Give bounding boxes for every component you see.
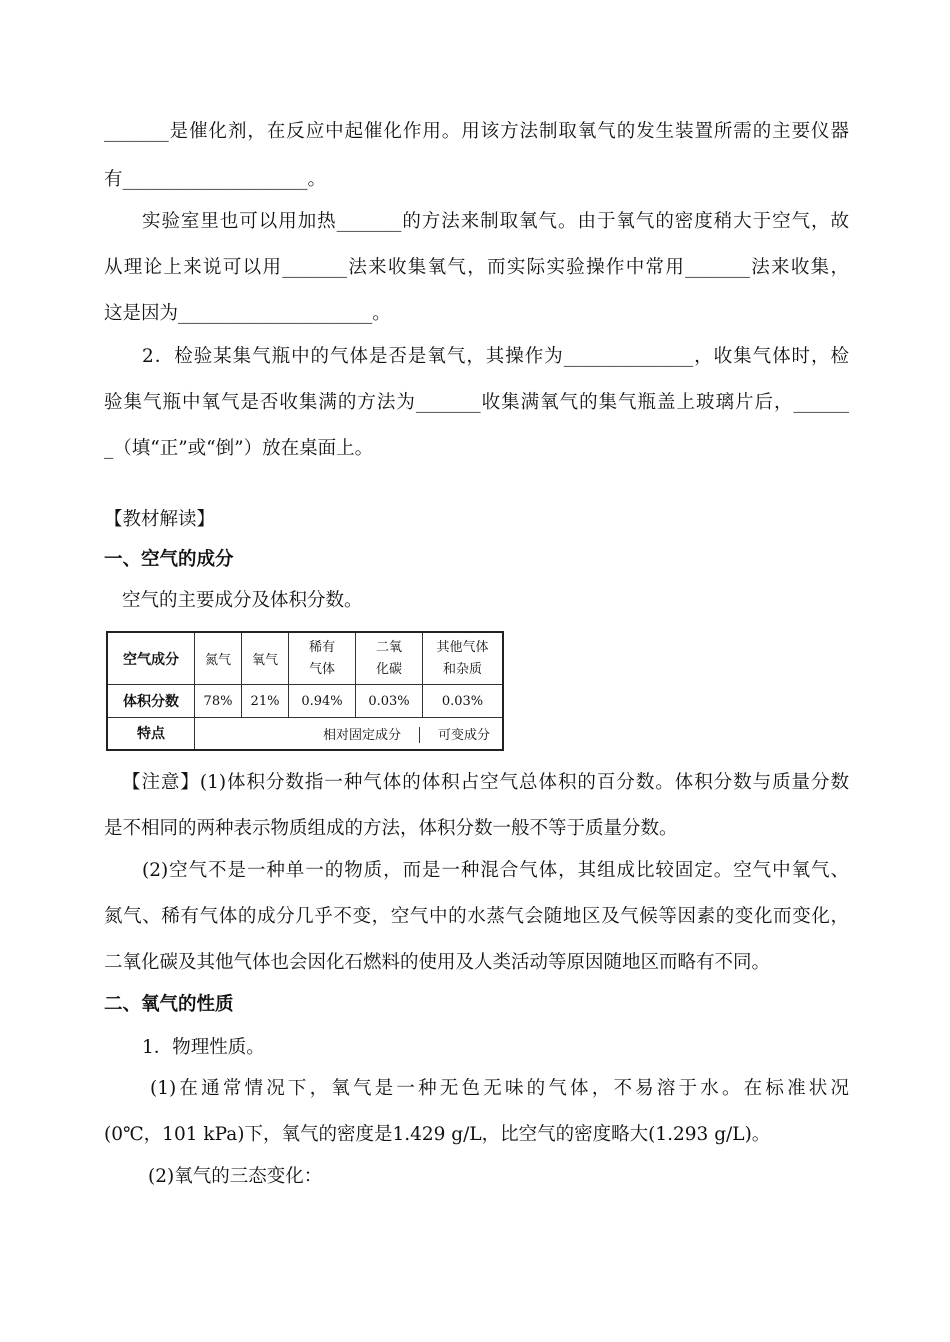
text-line: _______是催化剂，在反应中起催化作用。用该方法制取氧气的发生装置所需的主要仪器 (104, 121, 849, 142)
text-line: 二氧化碳及其他气体也会因化石燃料的使用及人类活动等原因随地区而略有不同。 (104, 952, 771, 973)
table-cell (195, 717, 504, 750)
table-row (107, 717, 503, 750)
divider (419, 727, 420, 743)
table-cell (356, 632, 423, 685)
heading-air-composition: 一、空气的成分 (104, 549, 234, 570)
property-2: (2)氧气的三态变化： (148, 1166, 323, 1187)
table-cell: 0.03% (356, 685, 423, 718)
text-line: (1)在通常情况下，氧气是一种无色无味的气体，不易溶于水。在标准状况 (150, 1078, 849, 1099)
text-line: 这是因为_____________________。 (104, 303, 391, 324)
table-cell (423, 632, 504, 685)
text-line: (0℃，101 kPa)下，氧气的密度是1.429 g/L，比空气的密度略大(1.293 g/L)。 (104, 1124, 771, 1145)
table-cell: 氮气 (195, 632, 242, 685)
text-line: 【注意】(1)体积分数指一种气体的体积占空气总体积的百分数。体积分数与质量分数 (122, 772, 849, 793)
text-line: 验集气瓶中氧气是否收集满的方法为_______收集满氧气的集气瓶盖上玻璃片后，______ (104, 392, 849, 413)
table-cell: 21% (242, 685, 289, 718)
cell-line: 稀有 (308, 639, 335, 655)
text-line: _（填“正”或“倒”）放在桌面上。 (104, 438, 374, 459)
fixed-components-label: 相对固定成分 (322, 727, 401, 743)
cell-line: 二氧 (375, 639, 402, 655)
text-line: 从理论上来说可以用_______法来收集氧气，而实际实验操作中常用_______法来收集， (104, 257, 849, 278)
table-cell: 体积分数 (107, 685, 195, 718)
cell-line: 气体 (308, 661, 335, 677)
table-cell: 氧气 (242, 632, 289, 685)
table-cell: 0.94% (289, 685, 356, 718)
variable-components-label: 可变成分 (437, 727, 490, 743)
section-label: 【教材解读】 (104, 509, 216, 530)
cell-line: 其他气体 (436, 639, 489, 655)
air-composition-table (106, 631, 504, 751)
table-cell: 78% (195, 685, 242, 718)
cell-line: 化碳 (375, 661, 402, 677)
table-header-row (107, 632, 503, 685)
text-line: 实验室里也可以用加热_______的方法来制取氧气。由于氧气的密度稍大于空气，故 (142, 211, 849, 232)
text-line: (2)空气不是一种单一的物质，而是一种混合气体，其组成比较固定。空气中氧气、 (142, 860, 849, 881)
table-cell: 0.03% (423, 685, 504, 718)
table-cell: 特点 (107, 717, 195, 750)
table-row (107, 685, 503, 718)
table-cell: 空气成分 (107, 632, 195, 685)
heading-oxygen-properties: 二、氧气的性质 (104, 994, 234, 1015)
intro-text: 空气的主要成分及体积分数。 (122, 590, 363, 611)
subheading-physical-properties: 1．物理性质。 (142, 1037, 265, 1058)
text-line: 是不相同的两种表示物质组成的方法，体积分数一般不等于质量分数。 (104, 818, 678, 839)
table-cell (289, 632, 356, 685)
text-line: 2．检验某集气瓶中的气体是否是氧气，其操作为______________，收集气体时，检 (142, 346, 849, 367)
text-line: 有____________________。 (104, 169, 327, 190)
text-line: 氮气、稀有气体的成分几乎不变，空气中的水蒸气会随地区及气候等因素的变化而变化， (104, 906, 849, 927)
cell-line: 和杂质 (442, 661, 482, 677)
